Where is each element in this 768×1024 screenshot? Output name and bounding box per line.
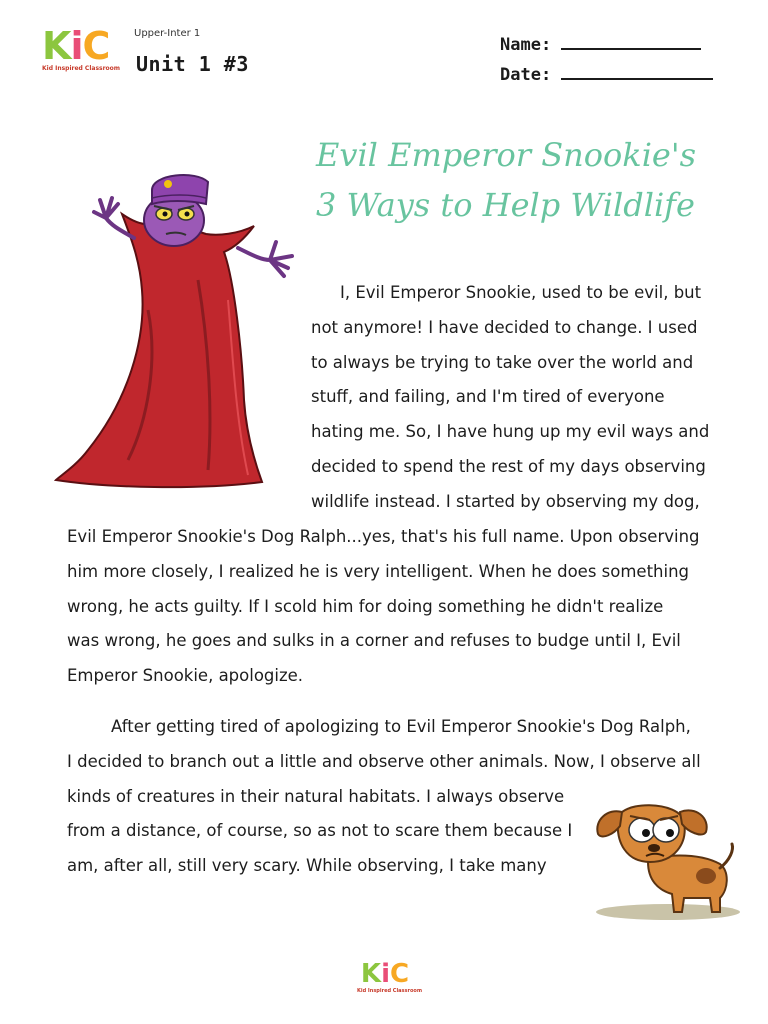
p1-line-8: Evil Emperor Snookie's Dog Ralph...yes, that's his full name. Upon observing bbox=[67, 527, 700, 546]
kic-logo bbox=[42, 26, 122, 84]
p2-line-5: am, after all, still very scary. While observing, I take many bbox=[67, 856, 547, 876]
name-label: Name: bbox=[500, 35, 552, 55]
p2-line-3: kinds of creatures in their natural habitats. I always observe bbox=[67, 786, 565, 806]
dog-illustration bbox=[588, 790, 748, 925]
footer-kic-logo bbox=[357, 959, 423, 1004]
logo-subtitle: Kid Inspired Classroom bbox=[42, 65, 121, 72]
p2-line-2: I decided to branch out a little and observe other animals. Now, I observe all bbox=[67, 751, 701, 771]
title-line-1: Evil Emperor Snookie's bbox=[316, 136, 697, 174]
worksheet-title bbox=[316, 130, 696, 230]
logo-letter-c: C bbox=[82, 24, 110, 68]
footer-logo-letter-k: K bbox=[360, 959, 382, 989]
paragraph-1-full bbox=[67, 520, 700, 694]
p2-line-4: from a distance, of course, so as not to scare them because I bbox=[67, 821, 573, 841]
p1-line-6: decided to spend the rest of my days observing bbox=[311, 456, 706, 476]
unit-label: Unit 1 #3 bbox=[136, 52, 249, 76]
logo-letter-i: i bbox=[70, 24, 83, 68]
name-field[interactable] bbox=[500, 32, 701, 55]
p1-line-4: stuff, and failing, and I'm tired of everyone bbox=[311, 387, 665, 407]
p1-line-5: hating me. So, I have hung up my evil ways and bbox=[311, 422, 710, 442]
footer-logo-letter-i: i bbox=[381, 959, 390, 989]
date-field[interactable] bbox=[500, 62, 713, 85]
date-label: Date: bbox=[500, 65, 552, 85]
p1-line-11: was wrong, he goes and sulks in a corner and refuses to budge until I, Evil bbox=[67, 631, 681, 651]
p1-line-10: wrong, he acts guilty. If I scold him for doing something he didn't realize bbox=[67, 596, 664, 616]
paragraph-1-wrapped bbox=[311, 276, 709, 520]
p1-line-7: wildlife instead. I started by observing my dog, bbox=[311, 491, 700, 511]
p1-line-1: I, Evil Emperor Snookie, used to be evil, but bbox=[340, 283, 702, 302]
p1-line-12: Emperor Snookie, apologize. bbox=[67, 666, 304, 686]
emperor-illustration bbox=[48, 160, 316, 495]
p1-line-2: not anymore! I have decided to change. I used bbox=[311, 317, 698, 337]
date-blank-line[interactable] bbox=[561, 62, 713, 80]
footer-logo-subtitle: Kid Inspired Classroom bbox=[357, 988, 423, 994]
title-line-2: 3 Ways to Help Wildlife bbox=[316, 186, 695, 224]
name-blank-line[interactable] bbox=[561, 32, 701, 50]
footer-logo-letter-c: C bbox=[389, 959, 410, 989]
p1-line-9: him more closely, I realized he is very intelligent. When he does something bbox=[67, 561, 690, 581]
logo-letter-k: K bbox=[42, 24, 71, 68]
p2-line-1: After getting tired of apologizing to Evil Emperor Snookie's Dog Ralph, bbox=[111, 717, 691, 736]
level-label: Upper-Inter 1 bbox=[134, 28, 201, 39]
p1-line-3: to always be trying to take over the world and bbox=[311, 352, 694, 372]
